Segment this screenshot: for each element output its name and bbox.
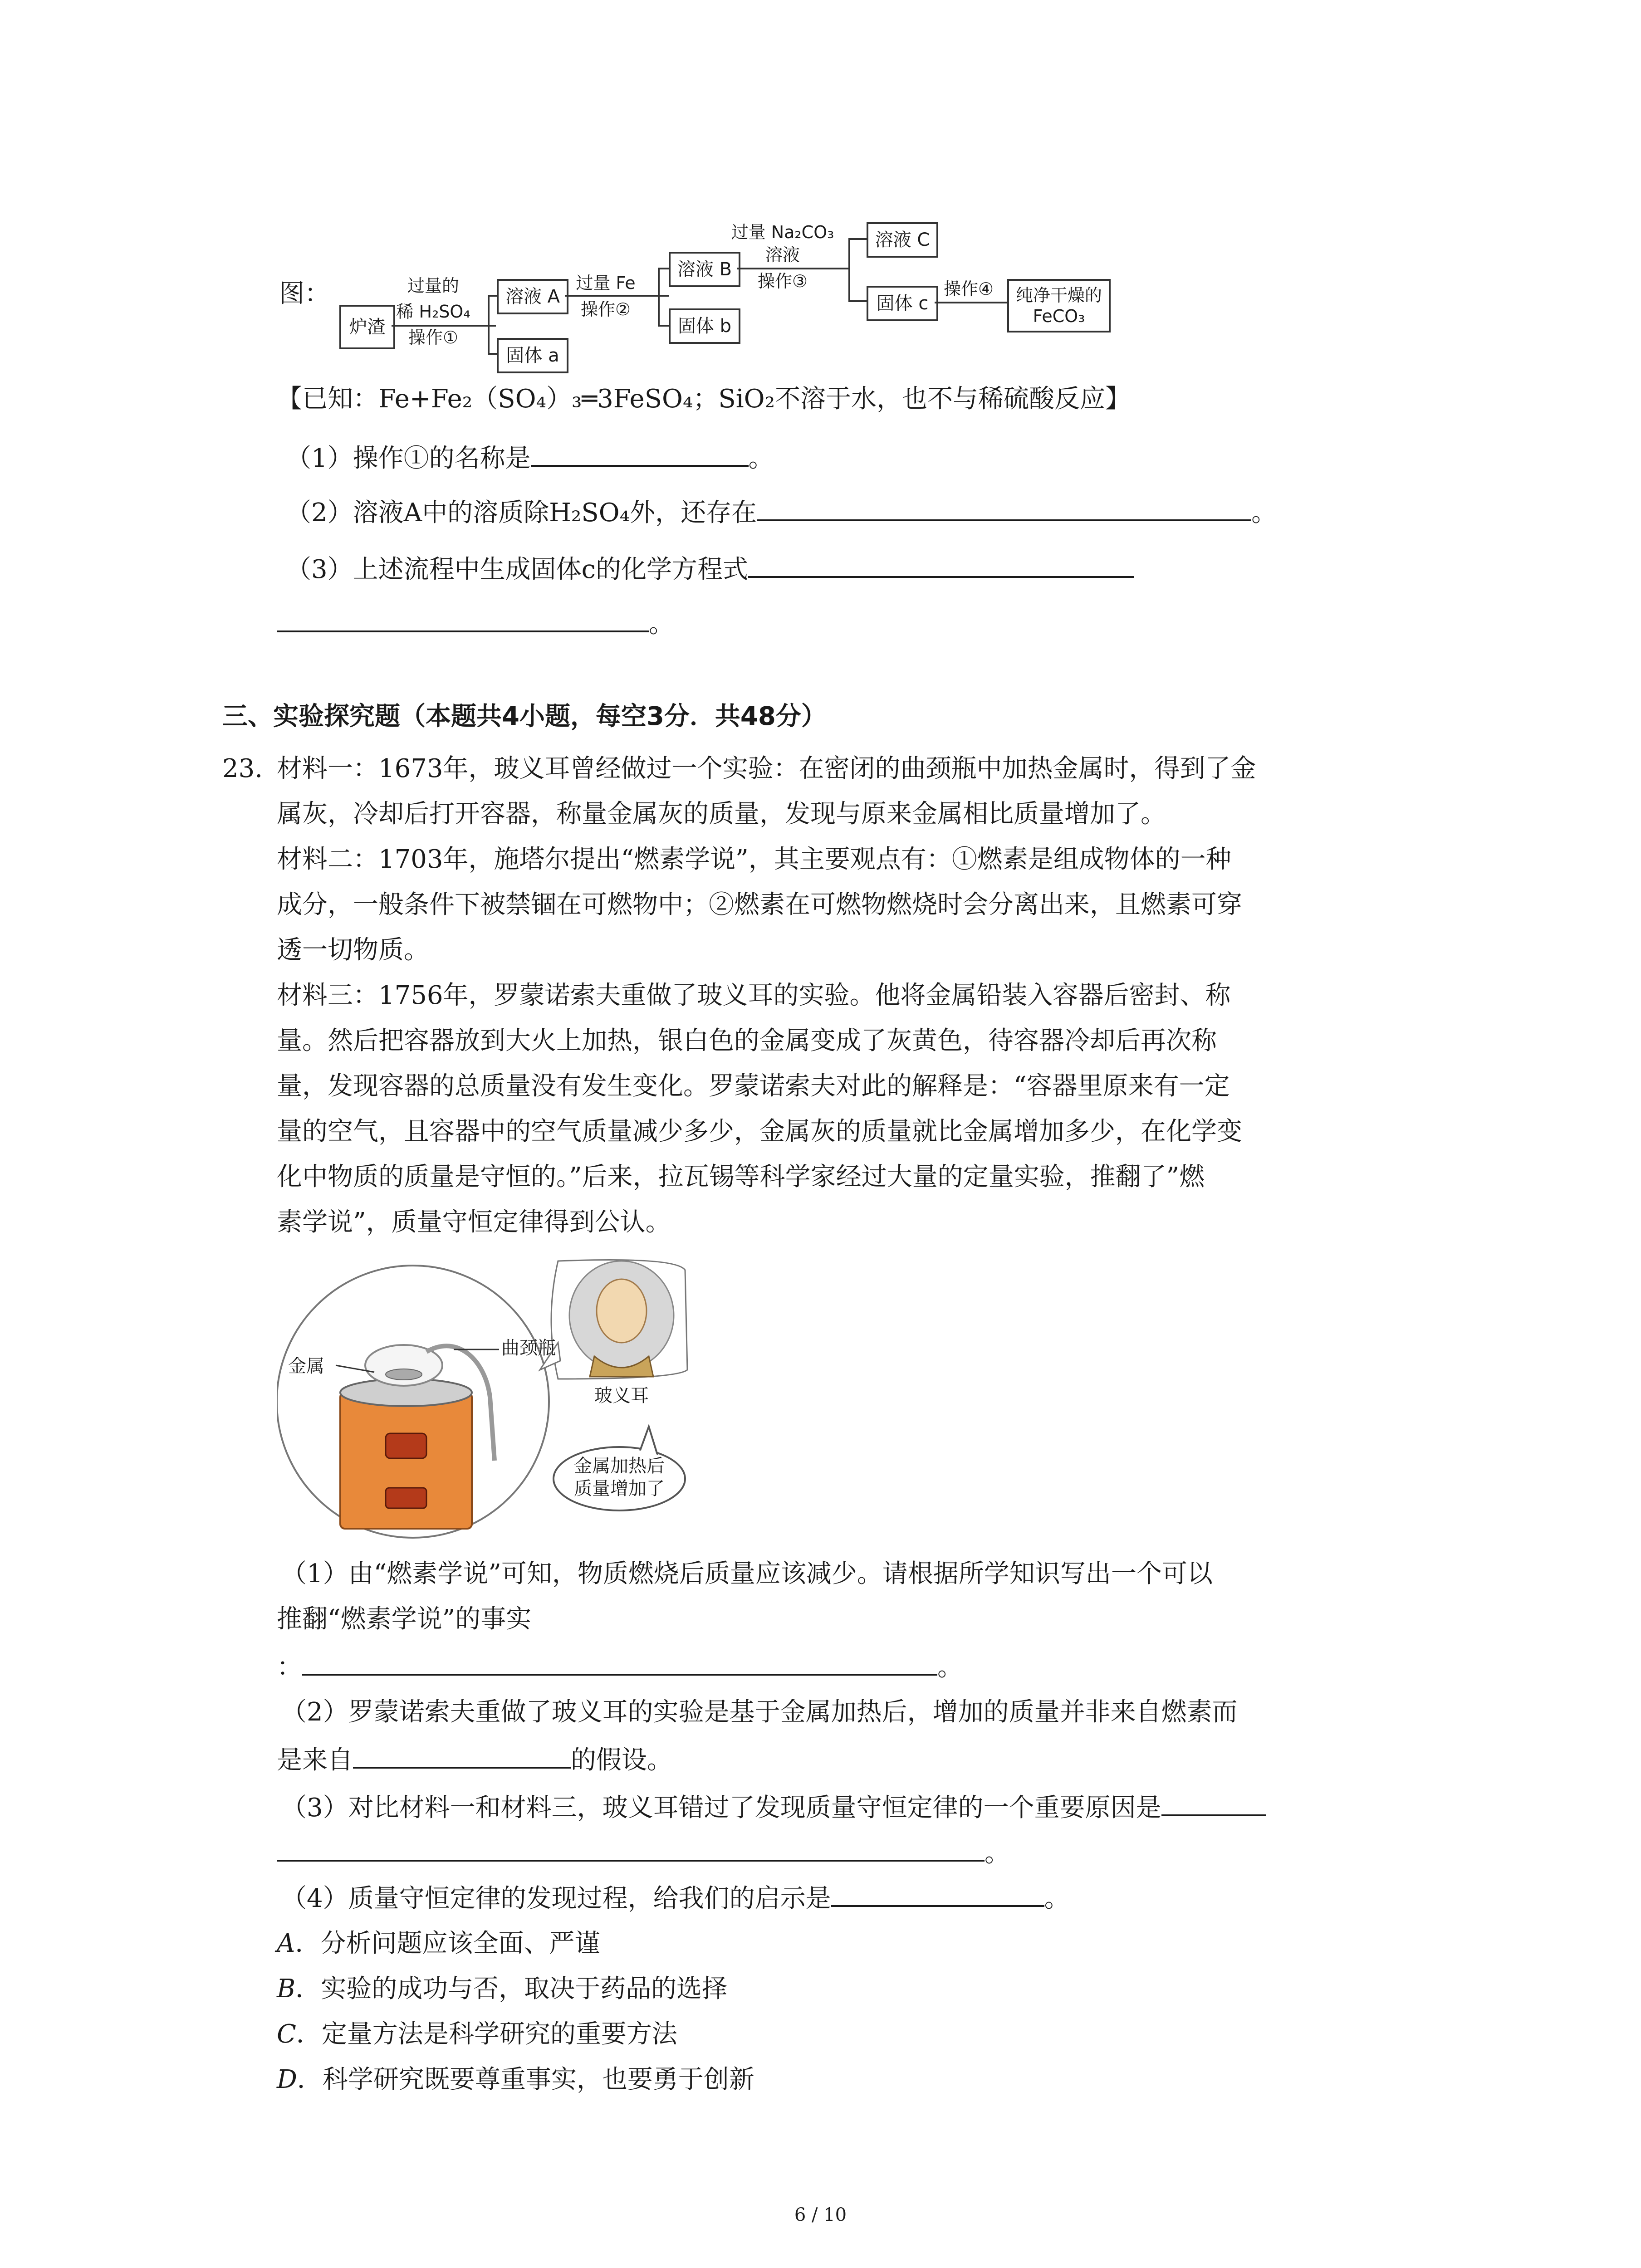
q23-s1-answer-blank[interactable] [302, 1647, 937, 1676]
arrow-3 [737, 268, 850, 269]
box-solid-b: 固体 b [669, 308, 740, 344]
bubble-text-line1: 金属加热后 [574, 1456, 665, 1476]
q22-part2-end: 。 [1251, 498, 1277, 528]
label-qujingping: 曲颈瓶 [501, 1338, 556, 1359]
q23-material2-line1: 材料二：1703年，施塔尔提出“燃素学说”，其主要观点有：①燃素是组成物体的一种 [277, 845, 1231, 874]
option-a-letter: A [277, 1929, 295, 1958]
illustration-svg [277, 1252, 730, 1547]
branch-3-bot [848, 300, 867, 302]
option-c-letter: C [277, 2019, 296, 2049]
option-c-text: ．定量方法是科学研究的重要方法 [296, 2019, 677, 2049]
q23-s3-end: 。 [985, 1838, 1010, 1868]
branch-3 [848, 238, 850, 302]
q23-s4-answer-blank[interactable] [831, 1878, 1044, 1907]
q22-part2 [286, 492, 1277, 531]
box-solid-a: 固体 a [497, 338, 568, 373]
page-number: 6 / 10 [794, 2204, 847, 2225]
arrow3-label-mid: 溶液 [765, 245, 800, 265]
q23-s2-end: 的假设。 [571, 1745, 672, 1775]
arrow1-label-mid: 稀 H₂SO₄ [396, 302, 470, 322]
q23-material1-line2: 属灰，冷却后打开容器，称量金属灰的质量，发现与原来金属相比质量增加了。 [277, 799, 1166, 829]
branch-2-bot [658, 325, 669, 327]
known-reaction: 【已知：Fe+Fe₂（SO₄）₃═3FeSO₄；SiO₂不溶于水，也不与稀硫酸反应】 [277, 384, 1131, 414]
q23-material3-line2: 量。然后把容器放到大火上加热，银白色的金属变成了灰黄色，待容器冷却后再次称 [277, 1026, 1217, 1056]
arrow-2 [565, 295, 669, 297]
q22-part3-text: （3）上述流程中生成固体c的化学方程式 [286, 555, 748, 584]
q22-part1-text: （1）操作①的名称是 [286, 444, 531, 473]
q23-s4-end: 。 [1044, 1884, 1070, 1913]
section3-heading: 三、实验探究题（本题共4小题，每空3分．共48分） [222, 702, 827, 731]
arrow1-label-top: 过量的 [407, 276, 459, 296]
branch-2-top [658, 268, 669, 269]
q22-part3-answer-blank-2[interactable] [277, 603, 649, 632]
q23-s1-line1: （1）由“燃素学说”可知，物质燃烧后质量应该减少。请根据所学知识写出一个可以 [281, 1559, 1213, 1589]
q22-part3-answer-blank-1[interactable] [748, 549, 1134, 578]
furnace-window-1 [386, 1433, 426, 1458]
q23-s3-line1 [281, 1787, 1266, 1826]
arrow2-label-bot: 操作② [580, 299, 631, 319]
q22-part1 [286, 438, 774, 477]
option-d-letter: D [277, 2065, 297, 2094]
q23-material3-line1: 材料三：1756年，罗蒙诺索夫重做了玻义耳的实验。他将金属铅装入容器后密封、称 [277, 981, 1231, 1010]
box-product: 纯净干燥的 FeCO₃ [1007, 279, 1111, 332]
arrow-4 [935, 302, 1007, 303]
q23-number: 23. [222, 754, 263, 783]
box-lu-zha: 炉渣 [339, 305, 395, 349]
option-a-text: ．分析问题应该全面、严谨 [295, 1929, 600, 1958]
q22-part2-answer-blank[interactable] [757, 492, 1251, 521]
q23-s4-line1 [281, 1878, 1070, 1917]
arrow3-label-bot: 操作③ [757, 271, 808, 291]
bubble-text-line2: 质量增加了 [574, 1478, 665, 1499]
q23-s3-answer-blank-1[interactable] [1161, 1787, 1266, 1816]
q23-s2-start: 是来自 [277, 1745, 353, 1775]
q23-s3-answer-blank-2[interactable] [277, 1833, 985, 1862]
arrow4-label: 操作④ [943, 279, 994, 299]
branch-3-top [848, 238, 867, 240]
option-d-text: ．科学研究既要尊重事实，也要勇于创新 [297, 2065, 754, 2094]
label-boyier: 玻义耳 [594, 1385, 649, 1406]
option-d[interactable] [277, 2062, 754, 2098]
box-solution-a: 溶液 A [497, 279, 568, 314]
q23-s2-line1: （2）罗蒙诺索夫重做了玻义耳的实验是基于金属加热后，增加的质量并非来自燃素而 [281, 1697, 1238, 1727]
q22-part3-cont [277, 603, 674, 642]
branch-1-bot [488, 353, 497, 355]
q23-s1-line2: 推翻“燃素学说”的事实 [277, 1604, 532, 1634]
q22-part2-text: （2）溶液A中的溶质除H₂SO₄外，还存在 [286, 498, 757, 528]
q23-s1-line3 [277, 1647, 963, 1686]
branch-1-top [488, 295, 497, 297]
experiment-illustration [277, 1252, 730, 1547]
q23-s1-colon: ： [277, 1652, 302, 1682]
arrow-1 [392, 325, 496, 327]
q23-material3-line3: 量，发现容器的总质量没有发生变化。罗蒙诺索夫对此的解释是：“容器里原来有一定 [277, 1071, 1230, 1101]
q23-material2-line2: 成分，一般条件下被禁锢在可燃物中；②燃素在可燃物燃烧时会分离出来，且燃素可穿 [277, 890, 1242, 919]
q23-material3-line6: 素学说”，质量守恒定律得到公认。 [277, 1207, 671, 1237]
q22-part3 [286, 549, 1134, 588]
branch-2 [658, 268, 660, 327]
figure-label: 图： [279, 279, 330, 308]
option-b-text: ．实验的成功与否，取决于药品的选择 [295, 1974, 728, 2004]
q23-material2-line3: 透一切物质。 [277, 935, 429, 965]
arrow2-label-top: 过量 Fe [576, 273, 636, 293]
q23-s4-text: （4）质量守恒定律的发现过程，给我们的启示是 [281, 1884, 831, 1913]
q23-s1-end: 。 [937, 1652, 963, 1682]
furnace-window-2 [386, 1488, 426, 1508]
arrow1-label-bot: 操作① [408, 327, 459, 347]
option-b-letter: B [277, 1974, 296, 2004]
option-c[interactable] [277, 2016, 677, 2053]
box-solid-c: 固体 c [867, 286, 938, 321]
q23-s2-answer-blank[interactable] [353, 1740, 571, 1769]
box-solution-b: 溶液 B [669, 252, 740, 287]
metal-dish [386, 1369, 422, 1380]
box-solution-c: 溶液 C [867, 222, 938, 258]
option-b[interactable] [277, 1971, 727, 2007]
q23-s3-text: （3）对比材料一和材料三，玻义耳错过了发现质量守恒定律的一个重要原因是 [281, 1793, 1161, 1823]
q22-part1-answer-blank[interactable] [531, 438, 749, 467]
boyle-face [597, 1279, 647, 1343]
q23-material3-line5: 化中物质的质量是守恒的。”后来，拉瓦锡等科学家经过大量的定量实验，推翻了”燃 [277, 1162, 1205, 1192]
q23-material3-line4: 量的空气，且容器中的空气质量减少多少，金属灰的质量就比金属增加多少，在化学变 [277, 1117, 1242, 1146]
q23-s2-line2 [277, 1740, 672, 1779]
option-a[interactable] [277, 1926, 600, 1962]
branch-1 [488, 295, 490, 354]
q23-material1-line1: 材料一：1673年，玻义耳曾经做过一个实验：在密闭的曲颈瓶中加热金属时，得到了金 [277, 754, 1256, 783]
arrow3-label-top: 过量 Na₂CO₃ [731, 222, 834, 242]
label-jinshu: 金属 [288, 1356, 324, 1377]
q23-s3-line2 [277, 1833, 1010, 1872]
q22-part3-end: 。 [649, 609, 674, 639]
q22-part1-end: 。 [748, 444, 774, 473]
